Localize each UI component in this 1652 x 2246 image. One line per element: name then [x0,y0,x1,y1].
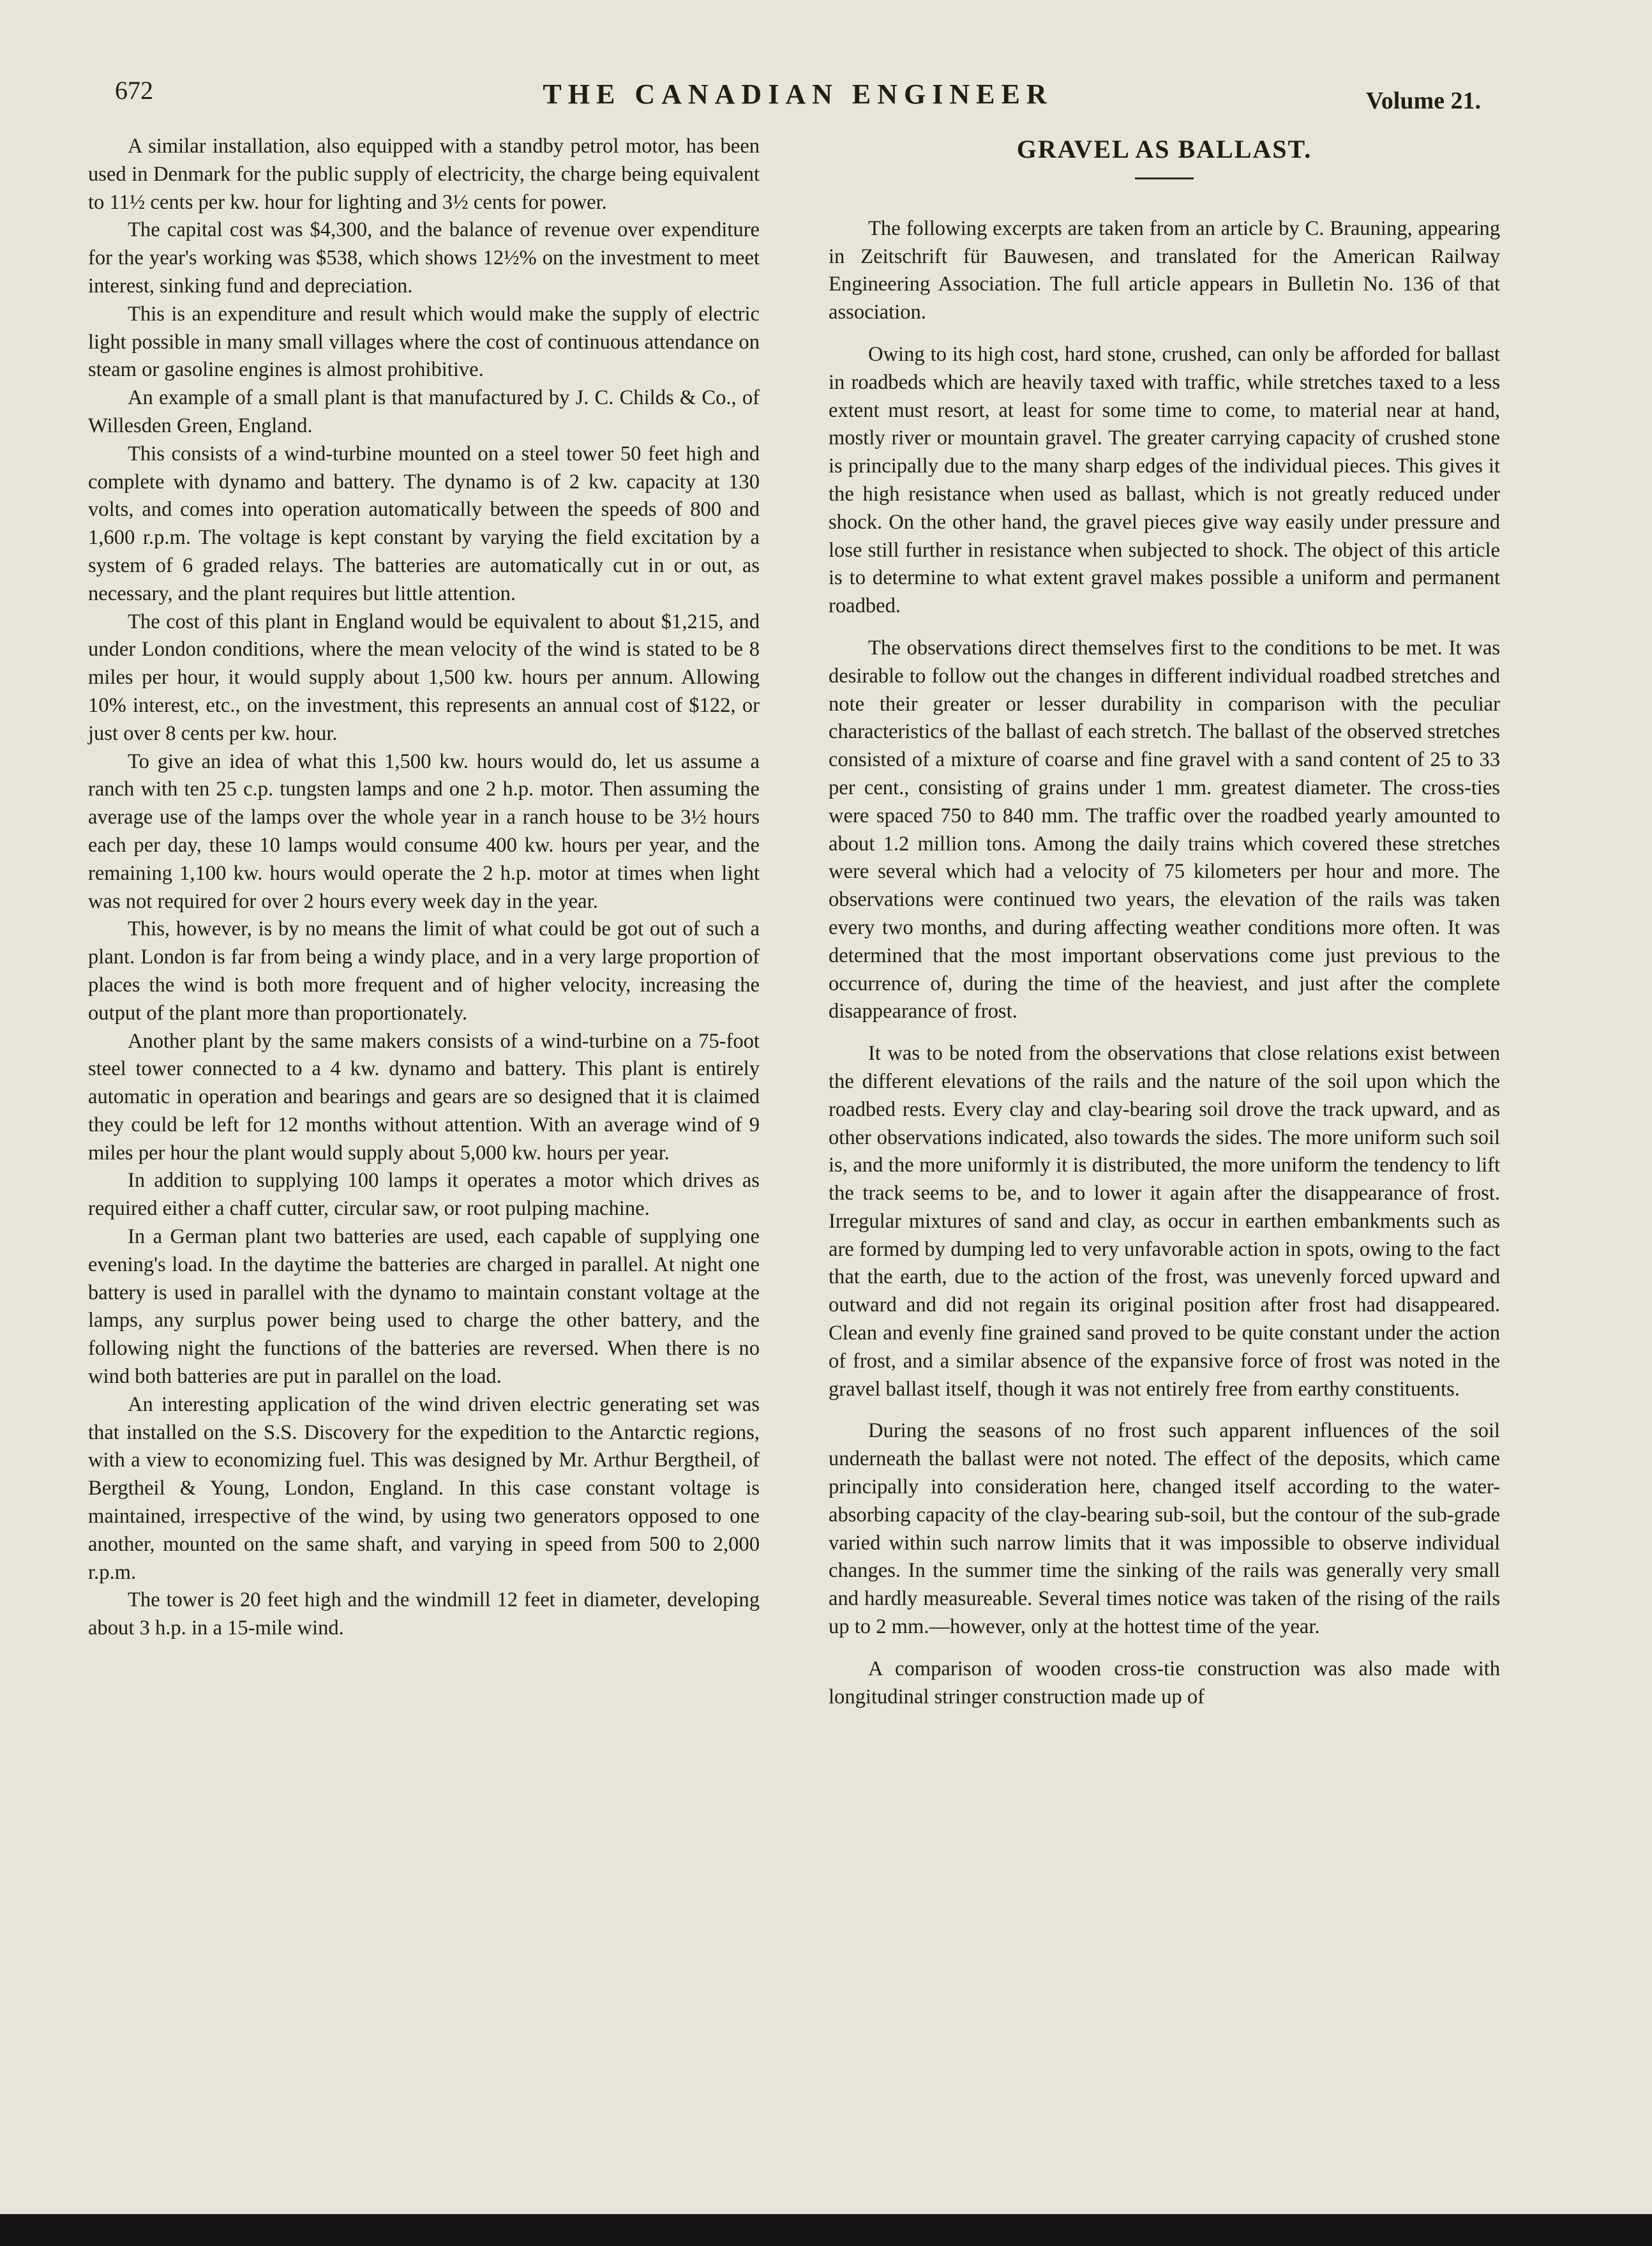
paragraph: An interesting application of the wind driven electric generating set was that installed on the S.S. Discovery for the expedition to the Antarctic regions, with a view to economizing fuel. This was designed by Mr. Arthur Bergtheil, of Bergtheil & Young, London, England. In this case constant voltage is maintained, irrespective of the wind, by using two generators opposed to one another, mounted on the same shaft, and varying in speed from 500 to 2,000 r.p.m. [88,1392,760,1584]
paragraph: Owing to its high cost, hard stone, crushed, can only be afforded for ballast in roadbeds which are heavily taxed with traffic, while stretches taxed to a less extent must resort, at least for some time to come, to material near at hand, mostly river or mountain gravel. The greater carrying capacity of crushed stone is principally due to the many sharp edges of the individual pieces. This gives it the high resistance when used as ballast, which is not greatly reduced under shock. On the other hand, the gravel pieces give way easily under pressure and lose still further in resistance when subjected to shock. The object of this article is to determine to what extent gravel makes possible a uniform and permanent roadbed. [829,342,1500,618]
paragraph: To give an idea of what this 1,500 kw. hours would do, let us assume a ranch with ten 25 c.p. tungsten lamps and one 2 h.p. motor. Then assuming the average use of the lamps over the whole year in a ranch house to be 3½ hours each per day, these 10 lamps would consume 400 kw. hours per year, and the remaining 1,100 kw. hours would operate the 2 h.p. motor at times when light was not required for over 2 hours every week day in the year. [88,750,760,913]
paragraph: The tower is 20 feet high and the windmill 12 feet in diameter, developing about 3 h.p. in a 15-mile wind. [88,1588,760,1640]
right-column [829,133,1500,1725]
paragraph: During the seasons of no frost such apparent influences of the soil underneath the ballast were not noted. The effect of the deposits, which came principally into consideration here, changed itself according to the water-absorbing capacity of the clay-bearing sub-soil, but the contour of the sub-grade varied within such narrow limits that it was impossible to observe individual changes. In the summer time the sinking of the rails was generally very small and hardly measureable. Several times notice was taken of the rising of the rails up to 2 mm.—however, only at the hottest time of the year. [829,1419,1500,1639]
paragraph: The observations direct themselves first to the conditions to be met. It was desirable to follow out the changes in different individual roadbed stretches and note their greater or lesser durability in comparison with the peculiar characteristics of the ballast of each stretch. The ballast of the observed stretches consisted of a mixture of coarse and fine gravel with a sand content of 25 to 33 per cent., consisting of grains under 1 mm. greatest diameter. The cross-ties were spaced 750 to 840 mm. The traffic over the roadbed yearly amounted to about 1.2 million tons. Among the daily trains which covered these stretches were several which had a velocity of 75 kilometers per hour and more. The observations were continued two years, the elevation of the rails was taken every two months, and during affecting weather conditions more often. It was determined that the most important observations come just previous to the occurrence of, during the time of the heaviest, and just after the complete disappearance of frost. [829,636,1500,1023]
paragraph: The following excerpts are taken from an article by C. Brauning, appearing in Zeitschrift für Bauwesen, and translated for the American Railway Engineering Association. The full article appears in Bulletin No. 136 of that association. [829,216,1500,324]
paragraph: A similar installation, also equipped with a standby petrol motor, has been used in Denmark for the public supply of electricity, the charge being equivalent to 11½ cents per kw. hour for lighting and 3½ cents for power. [88,135,760,214]
paragraph: This consists of a wind-turbine mounted on a steel tower 50 feet high and complete with dynamo and battery. The dynamo is of 2 kw. capacity at 130 volts, and comes into operation automatically between the speeds of 800 and 1,600 r.p.m. The voltage is kept constant by varying the field excitation by a system of 6 graded relays. The batteries are automatically cut in or out, as necessary, and the plant requires but little attention. [88,442,760,605]
paragraph: This is an expenditure and result which would make the supply of electric light possible in many small villages where the cost of continuous attendance on steam or gasoline engines is almost prohibitive. [88,302,760,382]
article-title: GRAVEL AS BALLAST. [1016,135,1312,163]
paragraph: In a German plant two batteries are used, each capable of supplying one evening's load. In the daytime the batteries are charged in parallel. At night one battery is used in parallel with the dynamo to maintain constant voltage at the lamps, any surplus power being used to charge the other battery, and the following night the functions of the batteries are reversed. When there is no wind both batteries are put in parallel on the load. [88,1225,760,1389]
paragraph: A comparison of wooden cross-tie construction was also made with longitudinal stringer construction made up of [829,1657,1500,1708]
volume-label: Volume 21. [1365,87,1481,114]
scan-bottom-edge [0,2214,1652,2246]
page-header [115,69,1481,120]
paragraph: An example of a small plant is that manufactured by J. C. Childs & Co., of Willesden Green, England. [88,386,760,437]
journal-title: THE CANADIAN ENGINEER [543,79,1053,110]
paragraph: Another plant by the same makers consists of a wind-turbine on a 75-foot steel tower connected to a 4 kw. dynamo and battery. This plant is entirely automatic in operation and bearings and gears are so designed that it is claimed they could be left for 12 months without attention. With an average wind of 9 miles per hour the plant would supply about 5,000 kw. hours per year. [88,1029,760,1164]
paragraph: It was to be noted from the observations that close relations exist between the different elevations of the rails and the nature of the soil upon which the roadbed rests. Every clay and clay-bearing soil drove the track upward, and as other observations indicated, also towards the sides. The more uniform such soil is, and the more uniformly it is distributed, the more uniform the tendency to lift the track seems to be, and to lower it again after the disappearance of frost. Irregular mixtures of sand and clay, as occur in earthen embankments such as are formed by dumping led to very unfavorable action in spots, owing to the fact that the earth, due to the action of the frost, was unevenly forced upward and outward and did not regain its original position after frost had disappeared. Clean and evenly fine grained sand proved to be quite constant under the action of frost, and a similar absence of the expansive force of frost was noted in the gravel ballast itself, though it was not entirely free from earthy constituents. [829,1042,1500,1401]
left-column [88,133,760,1643]
paragraph: This, however, is by no means the limit of what could be got out of such a plant. London is far from being a windy place, and in a very large proportion of places the wind is both more frequent and of higher velocity, increasing the output of the plant more than proportionately. [88,917,760,1025]
page-number: 672 [115,76,153,105]
title-divider [1135,177,1194,179]
paragraph: In addition to supplying 100 lamps it operates a motor which drives as required either a chaff cutter, circular saw, or root pulping machine. [88,1169,760,1221]
paragraph: The cost of this plant in England would be equivalent to about $1,215, and under London conditions, where the mean velocity of the wind is stated to be 8 miles per hour, it would supply about 1,500 kw. hours per annum. Allowing 10% interest, etc., on the investment, this represents an annual cost of $122, or just over 8 cents per kw. hour. [88,610,760,745]
paragraph: The capital cost was $4,300, and the balance of revenue over expenditure for the year's working was $538, which shows 12½% on the investment to meet interest, sinking fund and depreciation. [88,218,760,298]
